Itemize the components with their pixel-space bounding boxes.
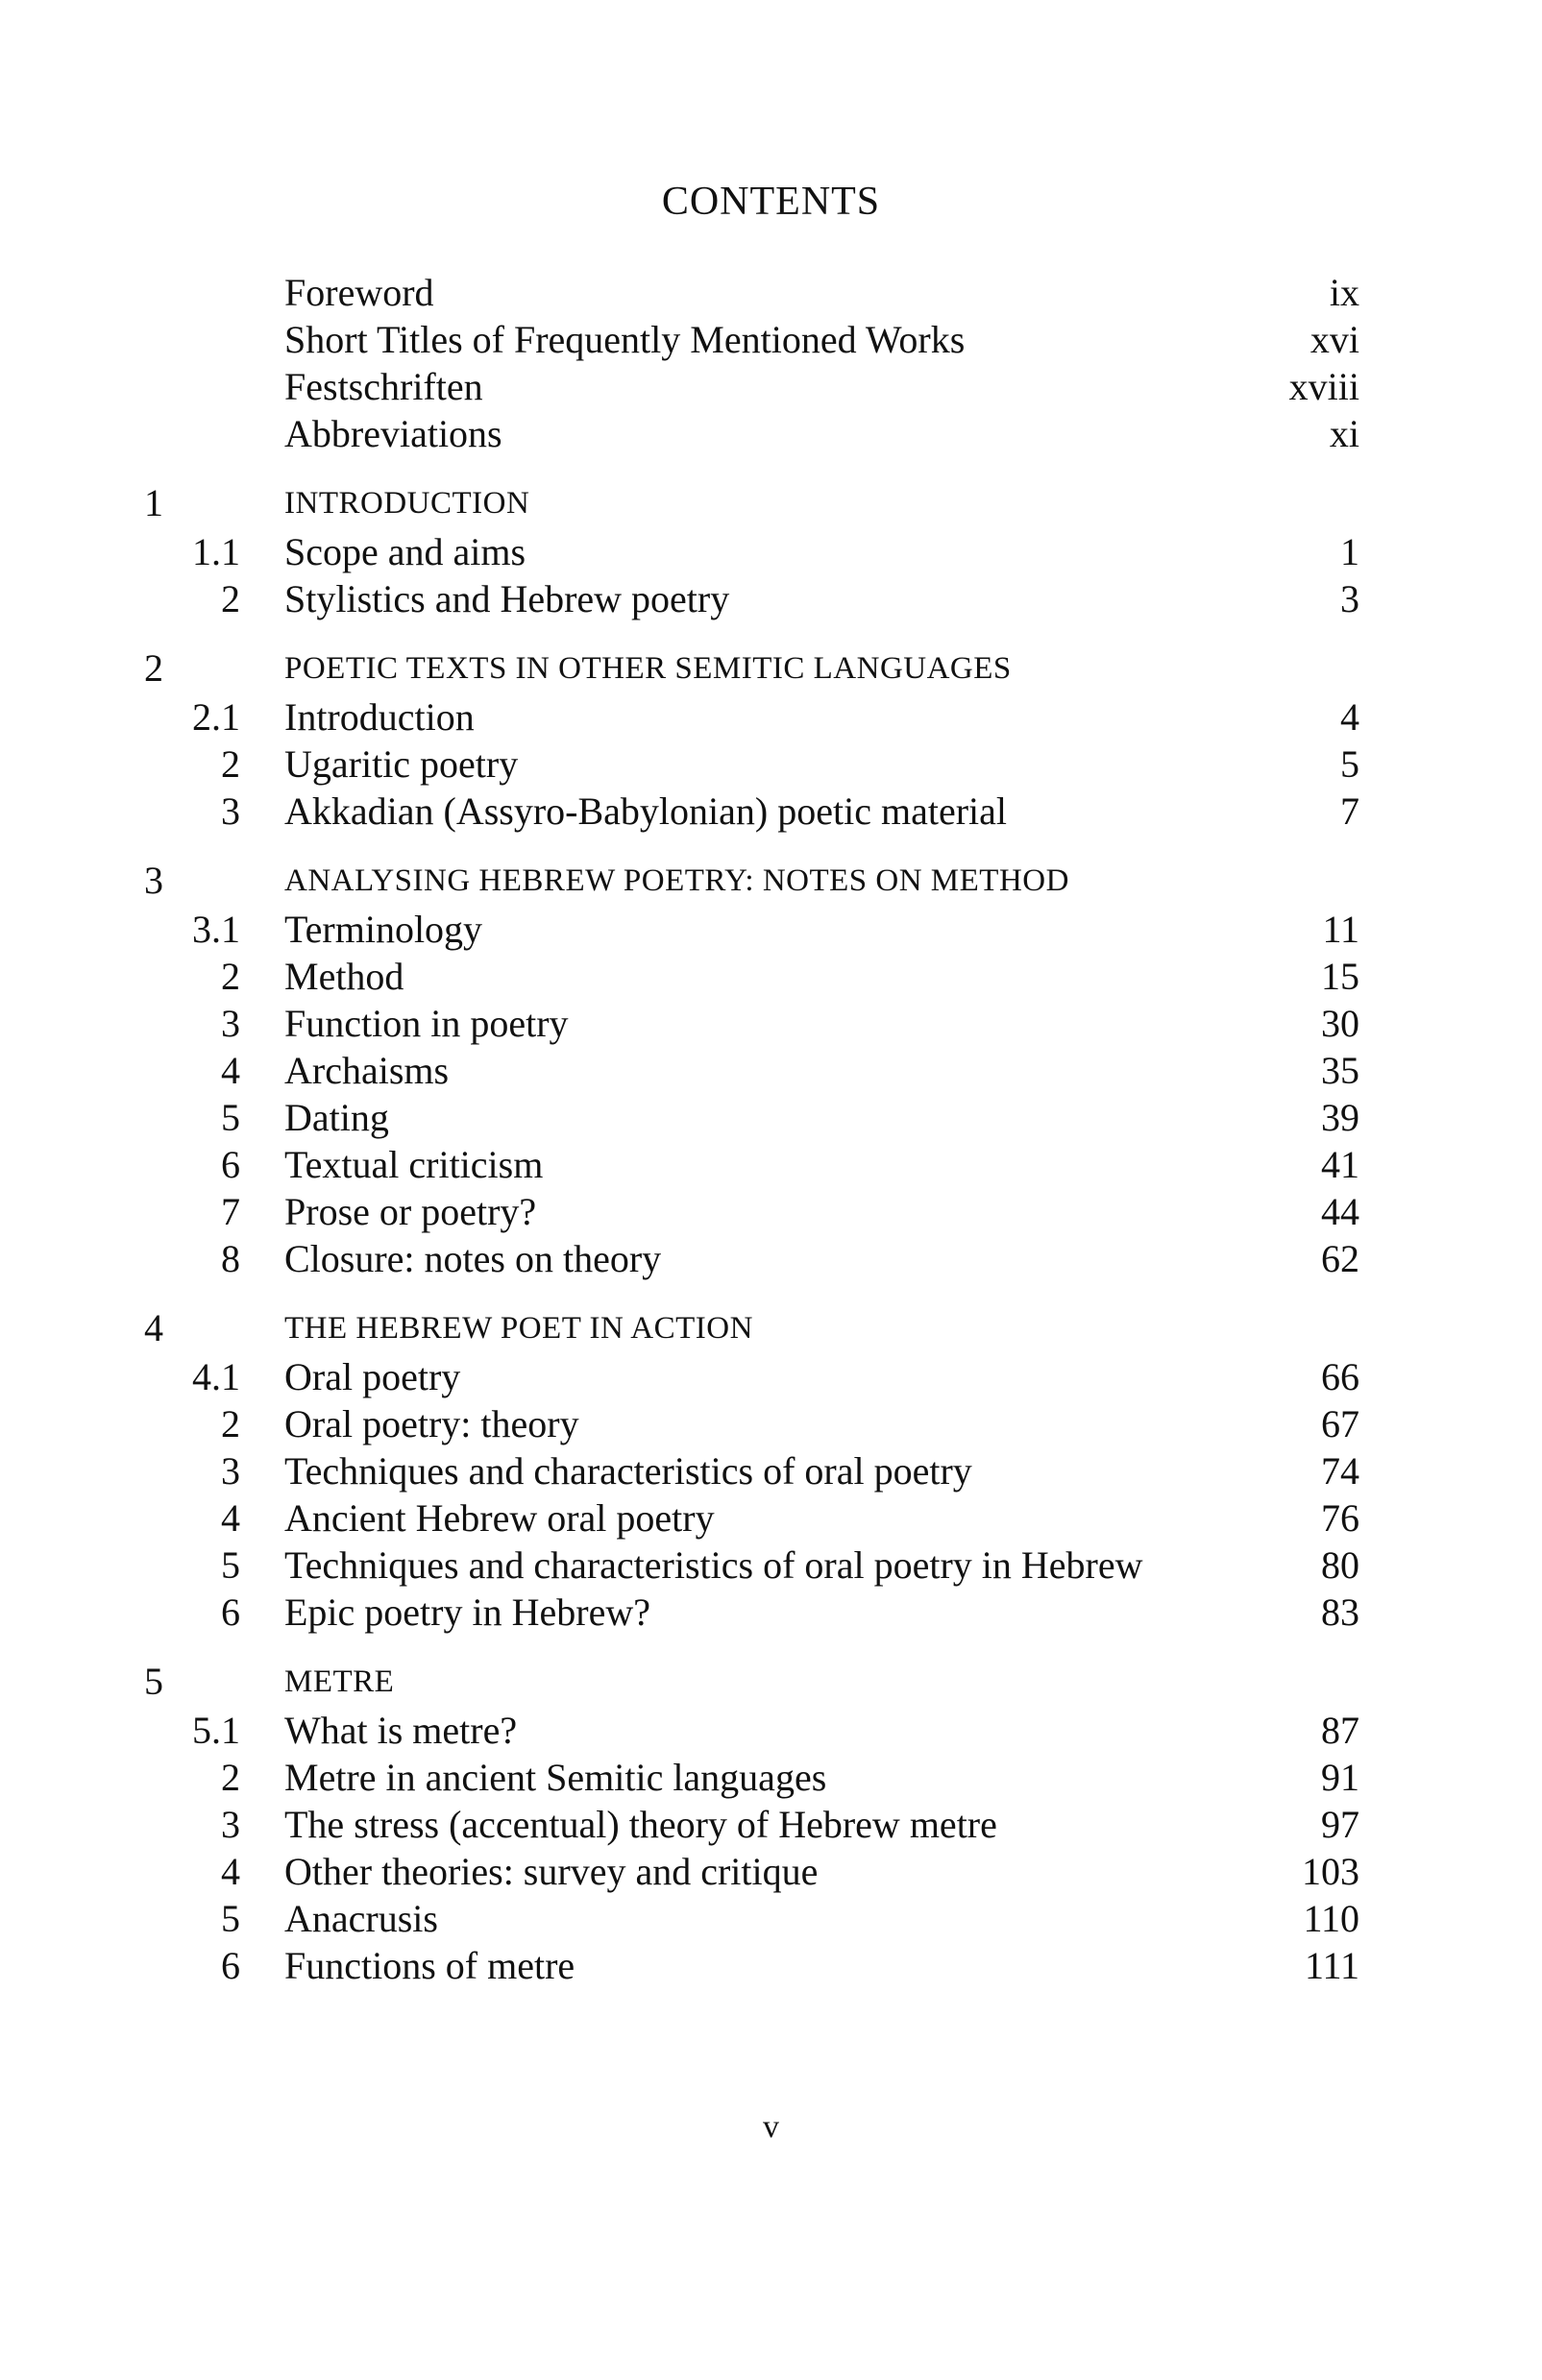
entry-title: Function in poetry: [284, 1002, 569, 1045]
chapter-heading[interactable]: [0, 1657, 1542, 1707]
toc-entry[interactable]: [0, 1542, 1542, 1589]
entry-page: 62: [1321, 1237, 1359, 1280]
entry-title: Akkadian (Assyro-Babylonian) poetic material: [284, 789, 1007, 833]
section-number: 4.1: [192, 1355, 240, 1398]
section-number: 3: [221, 789, 240, 833]
entry-title: Metre in ancient Semitic languages: [284, 1756, 827, 1799]
entry-page: 97: [1321, 1803, 1359, 1846]
chapter-title: METRE: [284, 1664, 395, 1699]
chapter-title: THE HEBREW POET IN ACTION: [284, 1311, 753, 1346]
entry-page: xvi: [1309, 318, 1359, 361]
page-number: v: [763, 2109, 779, 2145]
toc-entry[interactable]: [0, 1848, 1542, 1895]
section-number: 4: [221, 1850, 240, 1893]
section-number: 2: [221, 577, 240, 620]
entry-title: Oral poetry: theory: [284, 1402, 579, 1445]
entry-title: Techniques and characteristics of oral poetry in Hebrew: [284, 1543, 1143, 1587]
chapter-heading[interactable]: [0, 856, 1542, 906]
entry-page: 1: [1340, 530, 1359, 573]
section-number: 5.1: [192, 1709, 240, 1752]
entry-title: Terminology: [284, 908, 483, 951]
entry-page: 91: [1321, 1756, 1359, 1799]
section-number: 2: [221, 1402, 240, 1445]
entry-page: 4: [1340, 695, 1359, 739]
section-number: 2: [221, 1756, 240, 1799]
section-number: 5: [221, 1543, 240, 1587]
chapter-heading[interactable]: [0, 478, 1542, 528]
toc-entry[interactable]: [0, 906, 1542, 953]
toc-entry-abbreviations[interactable]: [0, 410, 1542, 457]
toc-entry-festschriften[interactable]: [0, 363, 1542, 410]
toc-entry[interactable]: [0, 1754, 1542, 1801]
toc-entry[interactable]: [0, 1400, 1542, 1447]
entry-title: Epic poetry in Hebrew?: [284, 1591, 650, 1634]
entry-title: Archaisms: [284, 1049, 450, 1092]
entry-page: 30: [1321, 1002, 1359, 1045]
entry-page: 80: [1321, 1543, 1359, 1587]
toc-entry[interactable]: [0, 788, 1542, 835]
entry-title: Textual criticism: [284, 1143, 544, 1186]
entry-title: Abbreviations: [284, 412, 502, 455]
entry-page: 15: [1321, 955, 1359, 998]
entry-title: Dating: [284, 1096, 389, 1139]
toc-entry[interactable]: [0, 1188, 1542, 1235]
table-of-contents: [0, 269, 1542, 1989]
page-title: CONTENTS: [661, 180, 881, 224]
toc-entry[interactable]: [0, 1235, 1542, 1282]
toc-entry[interactable]: [0, 1707, 1542, 1754]
toc-entry[interactable]: [0, 1895, 1542, 1942]
section-number: 3: [221, 1002, 240, 1045]
entry-title: Ugaritic poetry: [284, 742, 519, 786]
entry-page: ix: [1329, 271, 1359, 314]
section-number: 6: [221, 1944, 240, 1987]
entry-page: 110: [1303, 1897, 1359, 1940]
toc-entry[interactable]: [0, 1000, 1542, 1047]
section-number: 3.1: [192, 908, 240, 951]
section-number: 5: [221, 1897, 240, 1940]
section-number: 4: [221, 1049, 240, 1092]
entry-title: Scope and aims: [284, 530, 526, 573]
chapter-number: 5: [144, 1660, 163, 1703]
chapter-number: 4: [144, 1306, 163, 1349]
entry-page: 111: [1304, 1944, 1359, 1987]
toc-entry[interactable]: [0, 1141, 1542, 1188]
entry-page: 74: [1321, 1449, 1359, 1493]
toc-entry-foreword[interactable]: [0, 269, 1542, 316]
toc-entry[interactable]: [0, 953, 1542, 1000]
section-number: 3: [221, 1803, 240, 1846]
chapter-title: POETIC TEXTS IN OTHER SEMITIC LANGUAGES: [284, 651, 1012, 686]
chapter-number: 3: [144, 859, 163, 902]
entry-title: Anacrusis: [284, 1897, 438, 1940]
toc-entry[interactable]: [0, 1047, 1542, 1094]
toc-entry[interactable]: [0, 1353, 1542, 1400]
entry-page: 39: [1321, 1096, 1359, 1139]
section-number: 6: [221, 1591, 240, 1634]
entry-title: Stylistics and Hebrew poetry: [284, 577, 730, 620]
entry-page: 5: [1340, 742, 1359, 786]
entry-page: 87: [1321, 1709, 1359, 1752]
section-number: 3: [221, 1449, 240, 1493]
entry-title: Short Titles of Frequently Mentioned Works: [284, 318, 966, 361]
entry-page: 11: [1322, 908, 1359, 951]
toc-entry[interactable]: [0, 1447, 1542, 1494]
toc-entry[interactable]: [0, 528, 1542, 575]
chapter-number: 1: [144, 481, 163, 524]
entry-page: 7: [1340, 789, 1359, 833]
entry-title: Prose or poetry?: [284, 1190, 537, 1233]
entry-page: 44: [1321, 1190, 1359, 1233]
section-number: 2: [221, 742, 240, 786]
entry-title: Techniques and characteristics of oral poetry: [284, 1449, 972, 1493]
chapter-heading[interactable]: [0, 1303, 1542, 1353]
toc-entry[interactable]: [0, 693, 1542, 741]
toc-entry-short-titles[interactable]: [0, 316, 1542, 363]
entry-page: 67: [1321, 1402, 1359, 1445]
section-number: 4: [221, 1496, 240, 1540]
entry-title: Introduction: [284, 695, 475, 739]
entry-page: 76: [1321, 1496, 1359, 1540]
entry-title: Ancient Hebrew oral poetry: [284, 1496, 715, 1540]
toc-entry[interactable]: [0, 575, 1542, 622]
section-number: 8: [221, 1237, 240, 1280]
entry-page: 35: [1321, 1049, 1359, 1092]
entry-title: Oral poetry: [284, 1355, 461, 1398]
entry-page: 3: [1340, 577, 1359, 620]
entry-page: xviii: [1288, 365, 1359, 408]
entry-title: Method: [284, 955, 404, 998]
toc-entry[interactable]: [0, 1801, 1542, 1848]
toc-entry[interactable]: [0, 741, 1542, 788]
chapter-heading[interactable]: [0, 644, 1542, 693]
entry-page: xi: [1329, 412, 1359, 455]
toc-entry[interactable]: [0, 1494, 1542, 1542]
entry-page: 103: [1302, 1850, 1359, 1893]
entry-title: Foreword: [284, 271, 434, 314]
section-number: 1.1: [192, 530, 240, 573]
entry-title: Festschriften: [284, 365, 483, 408]
entry-title: Functions of metre: [284, 1944, 575, 1987]
section-number: 7: [221, 1190, 240, 1233]
entry-title: What is metre?: [284, 1709, 518, 1752]
toc-entry[interactable]: [0, 1942, 1542, 1989]
entry-page: 83: [1321, 1591, 1359, 1634]
chapter-title: ANALYSING HEBREW POETRY: NOTES ON METHOD: [284, 863, 1069, 898]
entry-title: Other theories: survey and critique: [284, 1850, 819, 1893]
entry-page: 41: [1321, 1143, 1359, 1186]
section-number: 2.1: [192, 695, 240, 739]
chapter-title: INTRODUCTION: [284, 486, 530, 521]
toc-entry[interactable]: [0, 1094, 1542, 1141]
entry-title: The stress (accentual) theory of Hebrew metre: [284, 1803, 997, 1846]
toc-entry[interactable]: [0, 1589, 1542, 1636]
section-number: 2: [221, 955, 240, 998]
entry-title: Closure: notes on theory: [284, 1237, 662, 1280]
entry-page: 66: [1321, 1355, 1359, 1398]
section-number: 5: [221, 1096, 240, 1139]
chapter-number: 2: [144, 646, 163, 690]
section-number: 6: [221, 1143, 240, 1186]
